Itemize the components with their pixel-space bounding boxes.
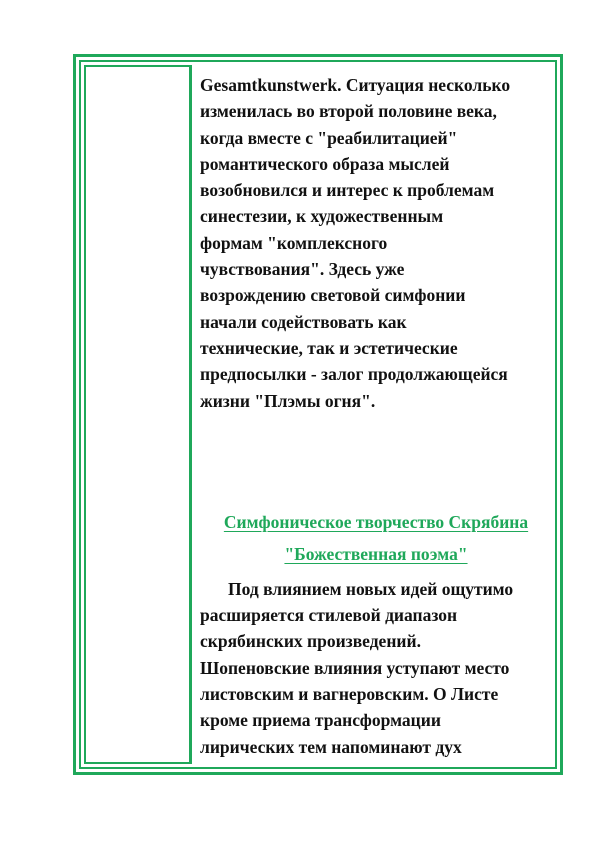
text-line: листовским и вагнеровским. О Листе [200, 684, 499, 705]
section-heading-line-1: Симфоническое творчество Скрябина [223, 511, 529, 532]
text-line: Шопеновские влияния уступают место [200, 657, 510, 678]
text-line: начали содействовать как [200, 311, 407, 332]
paragraph-1 [200, 72, 552, 414]
text-line: скрябинских произведений. [200, 631, 421, 652]
paragraph-2 [200, 576, 552, 760]
text-column [200, 72, 552, 760]
text-line: расширяется стилевой диапазон [200, 605, 458, 626]
text-line: формам "комплексного [200, 232, 388, 253]
left-margin-column [84, 65, 192, 764]
text-line: синестезии, к художественным [200, 206, 444, 227]
text-line: возрождению световой симфонии [200, 285, 466, 306]
text-line: предпосылки - залог продолжающейся [200, 364, 508, 385]
text-line: романтического образа мыслей [200, 153, 450, 174]
text-line: лирических тем напоминают дух [200, 736, 462, 757]
text-line: когда вместе с "реабилитацией" [200, 127, 458, 148]
text-line: изменилась во второй половине века, [200, 101, 497, 122]
text-line: Gesamtkunstwerk. Ситуация несколько [200, 75, 511, 95]
section-heading [200, 506, 552, 570]
text-line: чувствования". Здесь уже [200, 259, 405, 280]
text-line: кроме приема трансформации [200, 710, 441, 731]
section-heading-line-2: "Божественная поэма" [284, 543, 468, 564]
text-line: жизни "Плэмы огня". [200, 390, 376, 411]
text-line: возобновился и интерес к проблемам [200, 180, 495, 201]
text-line-indented: Под влиянием новых идей ощутимо [228, 578, 514, 599]
text-line: технические, так и эстетические [200, 337, 458, 358]
vertical-gap [200, 414, 552, 506]
